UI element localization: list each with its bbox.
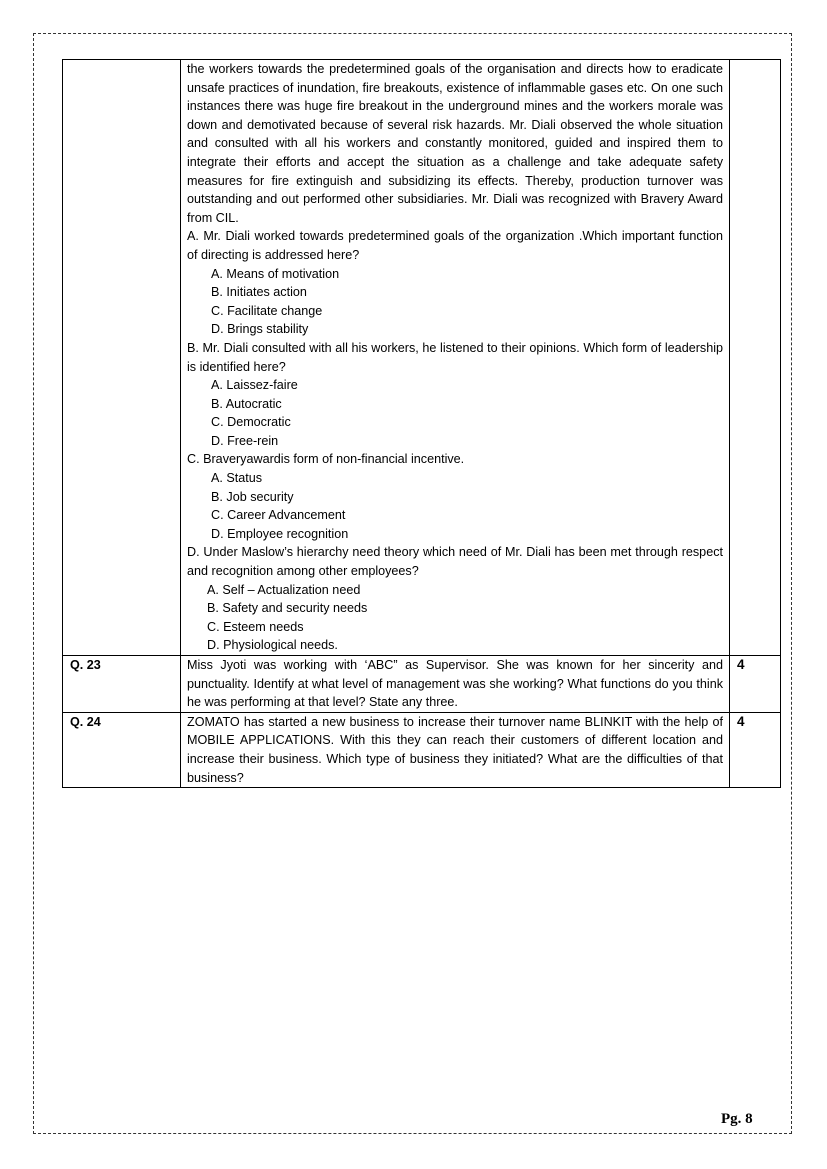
page-number: Pg. 8 [721,1111,753,1127]
sub-question-c: C. Braveryawardis form of non-financial incentive. [187,452,465,467]
option-item: B. Job security [211,489,294,504]
option-item: B. Initiates action [211,285,307,300]
questions-table [62,59,781,788]
question-marks: 4 [730,656,781,713]
case-paragraph: the workers towards the predetermined goals of the organisation and directs how to eradicate unsafe practices of inundation, fire breakouts, existence of inflammable gases etc. On one such instances there was huge fire breakout in the underground mines and the workers morale was down and demotivated because of several risk hazards. Mr. Diali observed the whole situation and consulted with all his workers and constantly monitored, guided and inspired them to integrate their efforts and accept the situation as a challenge and take adequate safety measures for fire extinguish and subsidizing its effects. Thereby, production turnover was outstanding and out performed other subsidiaries. Mr. Diali was recognized with Bravery Award from CIL. [187,62,723,225]
question-number: Q. 23 [63,656,181,713]
option-item: C. Career Advancement [211,508,346,523]
sub-question-a: A. Mr. Diali worked towards predetermined goals of the organization .Which important function of directing is addressed here? [187,229,723,262]
option-item: C. Facilitate change [211,303,323,318]
table-row [63,60,781,656]
option-item: D. Free-rein [211,433,279,448]
option-item: B. Autocratic [211,396,282,411]
table-row [63,712,781,787]
question-text: Miss Jyoti was working with ‘ABC” as Supervisor. She was known for her sincerity and punctuality. Identify at what level of management was she working? What functions do you think he was performing at that level? State any three. [181,656,730,713]
question-number-cell [63,60,181,656]
question-number: Q. 24 [63,712,181,787]
marks-cell [730,60,781,656]
question-text: ZOMATO has started a new business to increase their turnover name BLINKIT with the help of MOBILE APPLICATIONS. With this they can reach their customers of different location and increase their business. Which type of business they initiated? What are the difficulties of that business? [181,712,730,787]
option-item: A. Laissez-faire [211,378,298,393]
question-marks: 4 [730,712,781,787]
table-row [63,656,781,713]
option-item: D. Physiological needs. [207,638,338,653]
option-item: B. Safety and security needs [207,601,368,616]
option-item: A. Status [211,471,263,486]
sub-question-b: B. Mr. Diali consulted with all his workers, he listened to their opinions. Which form of leadership is identified here? [187,340,723,374]
option-item: C. Esteem needs [207,619,304,634]
sub-question-d: D. Under Maslow’s hierarchy need theory which need of Mr. Diali has been met through respect and recognition among other employees? [187,545,723,579]
option-item: A. Means of motivation [211,266,340,281]
option-item: C. Democratic [211,415,291,430]
question-body-cell [181,60,730,656]
option-item: D. Employee recognition [211,526,349,541]
option-item: D. Brings stability [211,322,309,337]
option-item: A. Self – Actualization need [207,582,361,597]
